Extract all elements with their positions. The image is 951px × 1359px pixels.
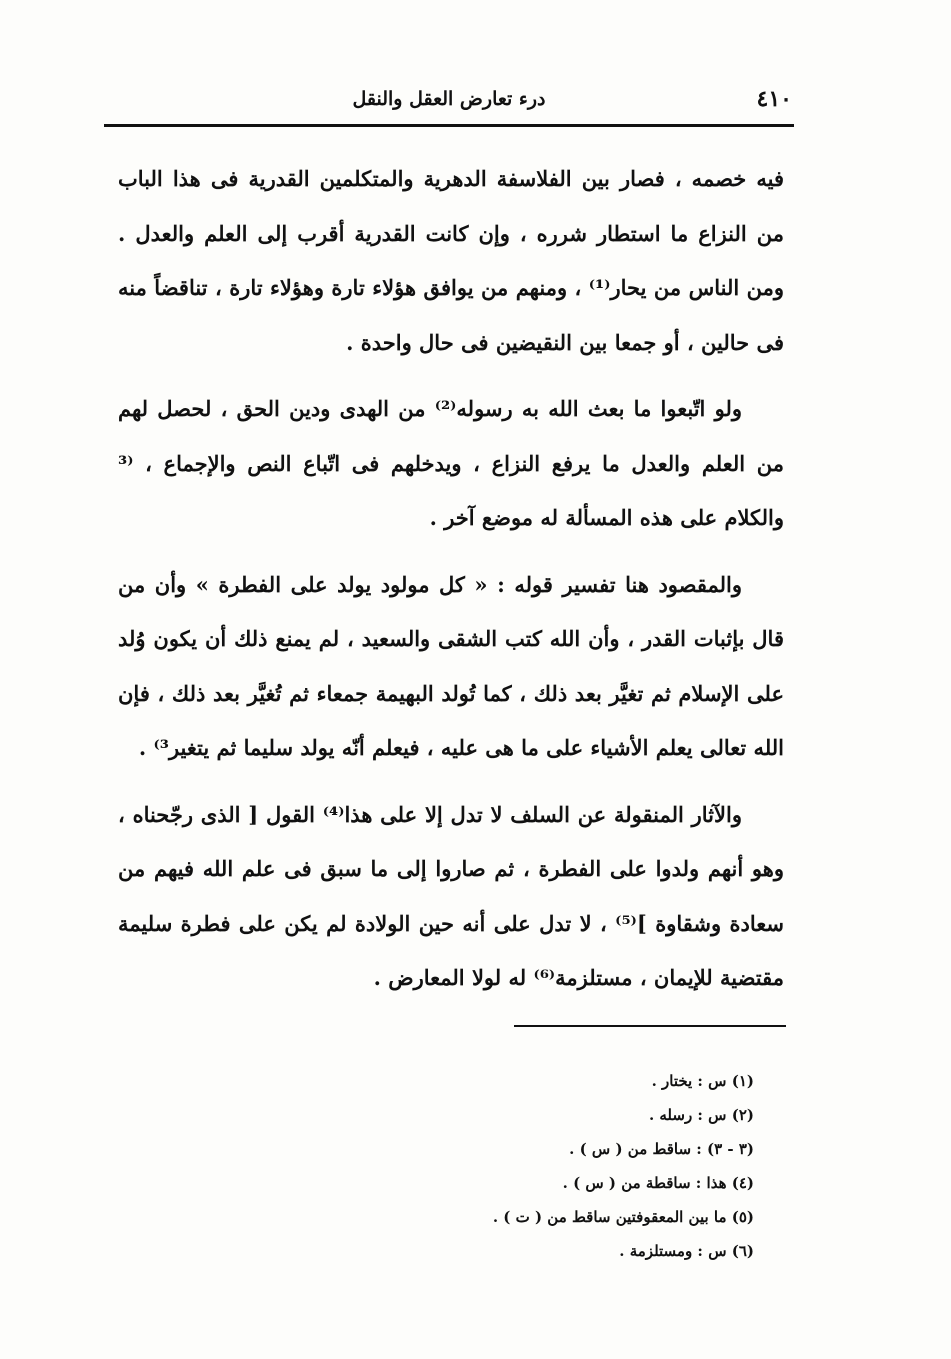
footnote-2: (٢) س : رسله . bbox=[648, 1106, 754, 1124]
paragraph-2: ولو اتّبعوا ما بعث الله به رسوله⁽²⁾ من الهدى ودين الحق ، لحصل لهم من العلم والعدل ما يرفع النزاع ، ويدخلهم فى اتّباع النص والإجماع ، ⁽³ والكلام على هذه المسألة له موضع آخر . bbox=[118, 396, 784, 530]
paragraph-3: والمقصود هنا تفسير قوله : « كل مولود يولد على الفطرة » وأن من قال بإثبات القدر ، وأن الله كتب الشقى والسعيد ، لم يمنع ذلك أن يكون وُلد على الإسلام ثم تغيَّر بعد ذلك ، كما تُولد البهيمة جمعاء ثم تُغيَّر بعد ذلك ، فإن الله تعالى يعلم الأشياء على ما هى عليه ، فيعلم أنّه يولد سليما ثم يتغير³⁾ . bbox=[118, 571, 784, 760]
page-number: ٤١٠ bbox=[756, 86, 792, 112]
body-text bbox=[118, 152, 784, 1018]
running-title: درء تعارض العقل والنقل bbox=[352, 88, 546, 110]
paragraph-4: والآثار المنقولة عن السلف لا تدل إلا على هذا⁽⁴⁾ القول [ الذى رجّحناه ، وهو أنهم ولدوا على الفطرة ، ثم صاروا إلى ما سبق فى علم الله فيهم من سعادة وشقاوة ]⁽⁵⁾ ، لا تدل على أنه حين الولادة لم يكن على فطرة سليمة مقتضية للإيمان ، مستلزمة⁽⁶⁾ له لولا المعارض . bbox=[118, 801, 784, 990]
footnotes bbox=[300, 1064, 754, 1268]
footnote-6: (٦) س : ومستلزمة . bbox=[619, 1242, 754, 1260]
header-rule bbox=[104, 124, 794, 127]
footnote-5: (٥) ما بين المعقوفتين ساقط من ( ت ) . bbox=[492, 1208, 754, 1226]
footnote-4: (٤) هذا : ساقطة من ( س ) . bbox=[562, 1174, 754, 1192]
footnote-1: (١) س : يختار . bbox=[651, 1072, 754, 1090]
footnote-3: (٣ - ٣) : ساقط من ( س ) . bbox=[569, 1140, 754, 1158]
page-header bbox=[104, 86, 794, 120]
paragraph-1: فيه خصمه ، فصار بين الفلاسفة الدهرية والمتكلمين القدرية فى هذا الباب من النزاع ما استطار شرره ، وإن كانت القدرية أقرب إلى العلم والعدل . ومن الناس من يحار⁽¹⁾ ، ومنهم من يوافق هؤلاء تارة وهؤلاء تارة ، تناقضاً منه فى حالين ، أو جمعا بين النقيضين فى حال واحدة . bbox=[118, 166, 785, 355]
footnote-rule bbox=[514, 1025, 786, 1027]
